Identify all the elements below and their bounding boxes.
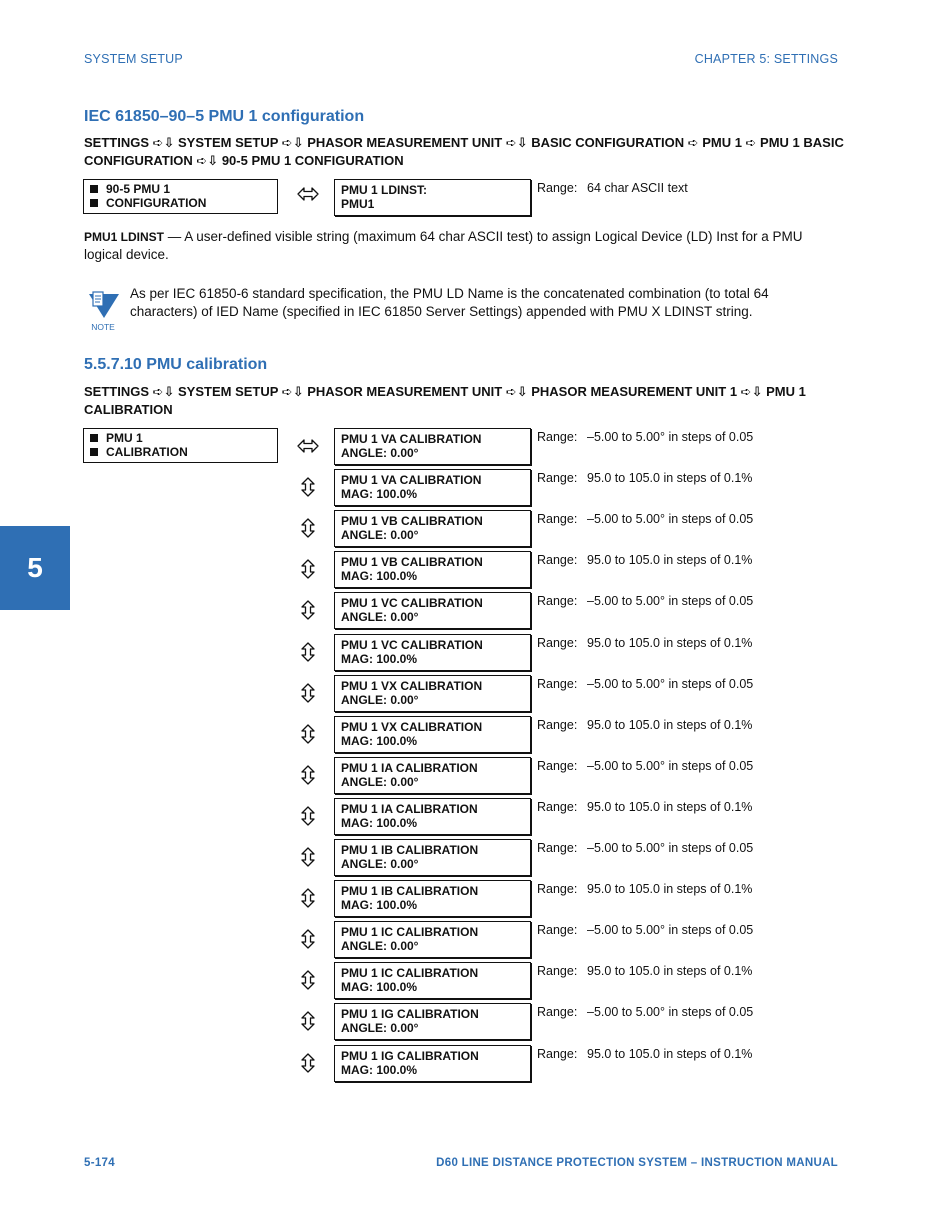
section1-menu-box[interactable] bbox=[83, 179, 278, 214]
range-text bbox=[537, 800, 752, 814]
range-label: Range: bbox=[537, 677, 578, 691]
setting-name: PMU 1 VC CALIBRATION bbox=[341, 638, 483, 652]
setting-name: PMU 1 VB CALIBRATION bbox=[341, 555, 483, 569]
range-label: Range: bbox=[537, 430, 578, 444]
setting-value: MAG: 100.0% bbox=[341, 734, 418, 748]
range-value: –5.00 to 5.00° in steps of 0.05 bbox=[587, 677, 754, 691]
range-text bbox=[537, 430, 753, 444]
setting-box[interactable] bbox=[334, 1003, 531, 1040]
range-value: –5.00 to 5.00° in steps of 0.05 bbox=[587, 1005, 754, 1019]
setting-value: ANGLE: 0.00° bbox=[341, 939, 419, 953]
setting-value: MAG: 100.0% bbox=[341, 898, 418, 912]
range-value: 95.0 to 105.0 in steps of 0.1% bbox=[587, 553, 753, 567]
setting-name: PMU 1 IB CALIBRATION bbox=[341, 843, 479, 857]
range-label: Range: bbox=[537, 1005, 578, 1019]
setting-box[interactable] bbox=[334, 1045, 531, 1082]
section1-menu-path: SETTINGS ➪⇩ SYSTEM SETUP ➪⇩ PHASOR MEASUREMENT UNIT ➪⇩ BASIC CONFIGURATION ➪ PMU 1 ➪ PMU 1 BASIC CONFIGURATION ➪⇩ 90-5 PMU 1 CONFIGURATION bbox=[84, 135, 844, 168]
setting-value: ANGLE: 0.00° bbox=[341, 1021, 419, 1035]
setting-name: PMU 1 VA CALIBRATION bbox=[341, 473, 482, 487]
range-text bbox=[537, 882, 752, 896]
setting-box[interactable] bbox=[334, 716, 531, 753]
range-label: Range: bbox=[537, 471, 578, 485]
setting-box[interactable] bbox=[334, 798, 531, 835]
setting-name: PMU 1 VB CALIBRATION bbox=[341, 514, 483, 528]
menu-line1: 90-5 PMU 1 bbox=[106, 182, 171, 196]
setting-box[interactable] bbox=[334, 634, 531, 671]
range-text bbox=[537, 594, 753, 608]
menu-line1: PMU 1 bbox=[106, 431, 143, 445]
range-value: –5.00 to 5.00° in steps of 0.05 bbox=[587, 430, 754, 444]
header-section: SYSTEM SETUP bbox=[84, 52, 183, 66]
range-text bbox=[537, 181, 688, 195]
range-label: Range: bbox=[537, 718, 578, 732]
range-value: –5.00 to 5.00° in steps of 0.05 bbox=[587, 841, 754, 855]
note-label: NOTE bbox=[91, 322, 115, 332]
range-label: Range: bbox=[537, 1047, 578, 1061]
range-value: 95.0 to 105.0 in steps of 0.1% bbox=[587, 1047, 753, 1061]
setting-value: MAG: 100.0% bbox=[341, 569, 418, 583]
up-down-arrow-icon bbox=[296, 517, 320, 539]
range-text bbox=[537, 1005, 753, 1019]
menu-line2: CONFIGURATION bbox=[106, 196, 207, 210]
range-label: Range: bbox=[537, 594, 578, 608]
range-label: Range: bbox=[537, 964, 578, 978]
setting-name: PMU 1 VX CALIBRATION bbox=[341, 679, 483, 693]
chapter-tab: 5 bbox=[0, 526, 70, 610]
up-down-arrow-icon bbox=[296, 805, 320, 827]
section2-menu-path: SETTINGS ➪⇩ SYSTEM SETUP ➪⇩ PHASOR MEASUREMENT UNIT ➪⇩ PHASOR MEASUREMENT UNIT 1 ➪⇩ PMU 1 CALIBRATION bbox=[84, 384, 806, 417]
setting-value: PMU1 bbox=[341, 197, 375, 211]
up-down-arrow-icon bbox=[296, 1010, 320, 1032]
setting-value: ANGLE: 0.00° bbox=[341, 446, 419, 460]
menu-line2: CALIBRATION bbox=[106, 445, 188, 459]
range-text bbox=[537, 1047, 752, 1061]
setting-name: PMU 1 VX CALIBRATION bbox=[341, 720, 483, 734]
section1-title: IEC 61850–90–5 PMU 1 configuration bbox=[84, 108, 365, 125]
note-text: As per IEC 61850-6 standard specification, the PMU LD Name is the concatenated combination (to total 64 characters) of IED Name (specified in IEC 61850 Server Settings) appended with PMU X LDINST string. bbox=[130, 286, 769, 319]
setting-name: PMU 1 IA CALIBRATION bbox=[341, 761, 478, 775]
up-down-arrow-icon bbox=[296, 846, 320, 868]
setting-value: ANGLE: 0.00° bbox=[341, 610, 419, 624]
up-down-arrow-icon bbox=[296, 928, 320, 950]
setting-box[interactable] bbox=[334, 469, 531, 506]
setting-box-pmu1-ldinst[interactable] bbox=[334, 179, 531, 216]
bullet-square-icon bbox=[90, 434, 98, 442]
up-down-arrow-icon bbox=[296, 599, 320, 621]
footer-title: D60 LINE DISTANCE PROTECTION SYSTEM – INSTRUCTION MANUAL bbox=[436, 1157, 838, 1169]
setting-name: PMU 1 IC CALIBRATION bbox=[341, 925, 479, 939]
bullet-square-icon bbox=[90, 199, 98, 207]
setting-value: MAG: 100.0% bbox=[341, 980, 418, 994]
range-label: Range: bbox=[537, 841, 578, 855]
range-value: –5.00 to 5.00° in steps of 0.05 bbox=[587, 594, 754, 608]
section2-menu-box[interactable] bbox=[83, 428, 278, 463]
setting-value: ANGLE: 0.00° bbox=[341, 528, 419, 542]
setting-box[interactable] bbox=[334, 880, 531, 917]
setting-value: ANGLE: 0.00° bbox=[341, 775, 419, 789]
description-term: PMU1 LDINST bbox=[84, 230, 165, 244]
setting-box[interactable] bbox=[334, 510, 531, 547]
setting-value: ANGLE: 0.00° bbox=[341, 857, 419, 871]
setting-value: ANGLE: 0.00° bbox=[341, 693, 419, 707]
setting-description bbox=[84, 228, 824, 264]
range-value: 95.0 to 105.0 in steps of 0.1% bbox=[587, 800, 753, 814]
up-down-arrow-icon bbox=[296, 1052, 320, 1074]
range-text bbox=[537, 553, 752, 567]
range-value: 95.0 to 105.0 in steps of 0.1% bbox=[587, 964, 753, 978]
setting-value: MAG: 100.0% bbox=[341, 816, 418, 830]
range-value: 95.0 to 105.0 in steps of 0.1% bbox=[587, 471, 753, 485]
left-right-arrow-icon bbox=[296, 435, 320, 457]
up-down-arrow-icon bbox=[296, 682, 320, 704]
range-label: Range: bbox=[537, 636, 578, 650]
setting-box[interactable] bbox=[334, 757, 531, 794]
setting-value: MAG: 100.0% bbox=[341, 1063, 418, 1077]
left-right-arrow-icon bbox=[296, 183, 320, 205]
setting-name: PMU 1 IA CALIBRATION bbox=[341, 802, 478, 816]
range-text bbox=[537, 964, 752, 978]
setting-name: PMU 1 IG CALIBRATION bbox=[341, 1049, 479, 1063]
up-down-arrow-icon bbox=[296, 723, 320, 745]
bullet-square-icon bbox=[90, 448, 98, 456]
up-down-arrow-icon bbox=[296, 764, 320, 786]
setting-name: PMU 1 VC CALIBRATION bbox=[341, 596, 483, 610]
bullet-square-icon bbox=[90, 185, 98, 193]
range-value: –5.00 to 5.00° in steps of 0.05 bbox=[587, 512, 754, 526]
range-text bbox=[537, 677, 753, 691]
range-label: Range: bbox=[537, 759, 578, 773]
range-label: Range: bbox=[537, 800, 578, 814]
setting-name: PMU 1 VA CALIBRATION bbox=[341, 432, 482, 446]
up-down-arrow-icon bbox=[296, 969, 320, 991]
setting-name: PMU 1 IB CALIBRATION bbox=[341, 884, 479, 898]
setting-box[interactable] bbox=[334, 551, 531, 588]
setting-name: PMU 1 LDINST: bbox=[341, 183, 428, 197]
range-value: 95.0 to 105.0 in steps of 0.1% bbox=[587, 882, 753, 896]
range-text bbox=[537, 636, 752, 650]
setting-value: MAG: 100.0% bbox=[341, 487, 418, 501]
setting-box[interactable] bbox=[334, 962, 531, 999]
up-down-arrow-icon bbox=[296, 476, 320, 498]
setting-name: PMU 1 IC CALIBRATION bbox=[341, 966, 479, 980]
up-down-arrow-icon bbox=[296, 641, 320, 663]
header-chapter: CHAPTER 5: SETTINGS bbox=[694, 52, 838, 66]
range-text bbox=[537, 718, 752, 732]
page-number: 5-174 bbox=[84, 1157, 115, 1169]
range-value: 95.0 to 105.0 in steps of 0.1% bbox=[587, 636, 753, 650]
setting-box[interactable] bbox=[334, 675, 531, 712]
range-value: –5.00 to 5.00° in steps of 0.05 bbox=[587, 923, 754, 937]
setting-box[interactable] bbox=[334, 921, 531, 958]
range-value: –5.00 to 5.00° in steps of 0.05 bbox=[587, 759, 754, 773]
range-value: 64 char ASCII text bbox=[587, 181, 688, 195]
setting-value: MAG: 100.0% bbox=[341, 652, 418, 666]
description-text: — A user-defined visible string (maximum 64 char ASCII test) to assign Logical Device (LD) Inst for a PMU logical device. bbox=[84, 229, 803, 262]
up-down-arrow-icon bbox=[296, 887, 320, 909]
range-text bbox=[537, 759, 753, 773]
range-text bbox=[537, 841, 753, 855]
section2-title: 5.5.7.10 PMU calibration bbox=[84, 356, 268, 373]
range-label: Range: bbox=[537, 882, 578, 896]
up-down-arrow-icon bbox=[296, 558, 320, 580]
range-label: Range: bbox=[537, 181, 578, 195]
range-text bbox=[537, 923, 753, 937]
range-text bbox=[537, 512, 753, 526]
setting-box[interactable] bbox=[334, 592, 531, 629]
range-label: Range: bbox=[537, 923, 578, 937]
range-label: Range: bbox=[537, 553, 578, 567]
setting-box[interactable] bbox=[334, 428, 531, 465]
range-label: Range: bbox=[537, 512, 578, 526]
range-value: 95.0 to 105.0 in steps of 0.1% bbox=[587, 718, 753, 732]
setting-box[interactable] bbox=[334, 839, 531, 876]
setting-name: PMU 1 IG CALIBRATION bbox=[341, 1007, 479, 1021]
range-text bbox=[537, 471, 752, 485]
